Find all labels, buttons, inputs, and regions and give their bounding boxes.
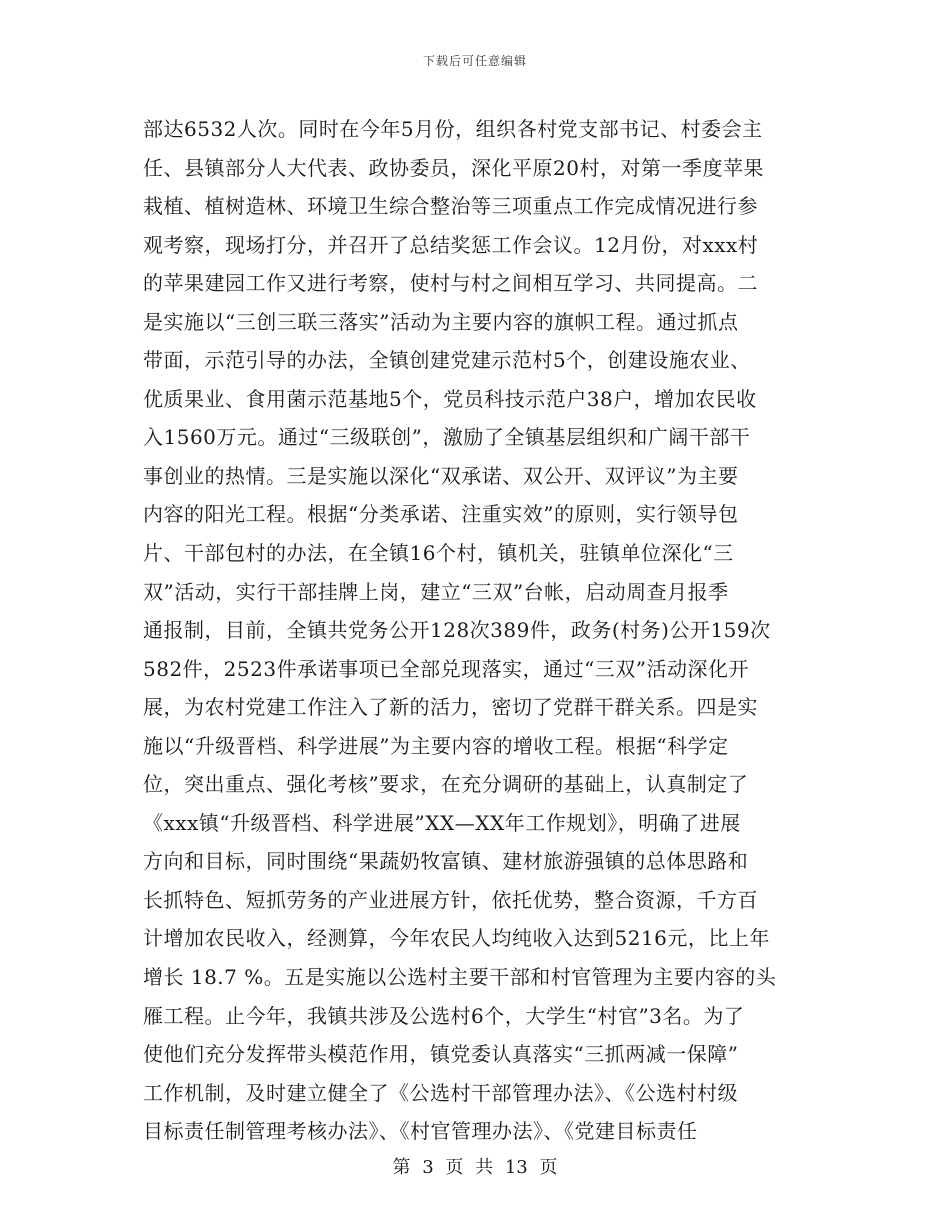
text-line: 片、干部包村的办法，在全镇16个村，镇机关，驻镇单位深化“三 [143, 541, 734, 566]
text-line: 方向和目标，同时围绕“果蔬奶牧富镇、建材旅游强镇的总体思路和 [143, 849, 749, 874]
body-text [143, 110, 811, 1151]
text-line: 是实施以“三创三联三落实”活动为主要内容的旗帜工程。通过抓点 [143, 309, 739, 334]
text-line: 的苹果建园工作又进行考察，使村与村之间相互学习、共同提高。二 [143, 271, 758, 296]
text-line: 任、县镇部分人大代表、政协委员，深化平原20村，对第一季度苹果 [143, 155, 764, 180]
text-line: 双”活动，实行干部挂牌上岗，建立“三双”台帐，启动周查月报季 [143, 579, 729, 604]
text-line: 优质果业、食用菌示范基地5个，党员科技示范户38户，增加农民收 [143, 386, 757, 411]
text-line: 工作机制，及时建立健全了《公选村干部管理办法》、《公选村村级 [143, 1080, 738, 1105]
text-line: 雁工程。止今年，我镇共涉及公选村6个，大学生“村官”3名。为了 [143, 1003, 745, 1028]
text-line: 位，突出重点、强化考核”要求，在充分调研的基础上，认真制定了 [143, 772, 749, 797]
text-line: 582件，2523件承诺事项已全部兑现落实，通过“三双”活动深化开 [143, 656, 750, 681]
text-line: 内容的阳光工程。根据“分类承诺、注重实效”的原则，实行领导包 [143, 502, 739, 527]
text-line: 观考察，现场打分，并召开了总结奖惩工作会议。12月份，对xxx村 [143, 232, 759, 257]
text-line: 计增加农民收入，经测算，今年农民人均纯收入达到5216元，比上年 [143, 926, 770, 951]
text-line: 目标责任制管理考核办法》、《村官管理办法》、《党建目标责任 [143, 1119, 698, 1144]
page-number-footer: 第 3 页 共 13 页 [392, 1157, 558, 1178]
text-line: 带面，示范引导的办法，全镇创建党建示范村5个，创建设施农业、 [143, 348, 751, 373]
text-line: 入1560万元。通过“三级联创”，激励了全镇基层组织和广阔干部干 [143, 425, 751, 450]
text-line: 《xxx镇“升级晋档、科学进展”XX—XX年工作规划》，明确了进展 [143, 810, 741, 835]
text-line: 增长 18.7 %。五是实施以公选村主要干部和村官管理为主要内容的头 [143, 965, 777, 990]
text-line: 长抓特色、短抓劳务的产业进展方针，依托优势，整合资源，千方百 [143, 887, 758, 912]
text-line: 栽植、植树造林、环境卫生综合整治等三项重点工作完成情况进行参 [143, 194, 758, 219]
page-header: 下载后可任意编辑 [422, 54, 527, 68]
text-line: 使他们充分发挥带头模范作用，镇党委认真落实“三抓两减一保障” [143, 1042, 739, 1067]
text-line: 事创业的热情。三是实施以深化“双承诺、双公开、双评议”为主要 [143, 463, 739, 488]
text-line: 部达6532人次。同时在今年5月份，组织各村党支部书记、村委会主 [143, 117, 763, 141]
text-line: 通报制，目前，全镇共党务公开128次389件，政务(村务)公开159次 [143, 618, 771, 643]
text-line: 施以“升级晋档、科学进展”为主要内容的增收工程。根据“科学定 [143, 733, 729, 758]
text-line: 展，为农村党建工作注入了新的活力，密切了党群干群关系。四是实 [143, 695, 758, 720]
